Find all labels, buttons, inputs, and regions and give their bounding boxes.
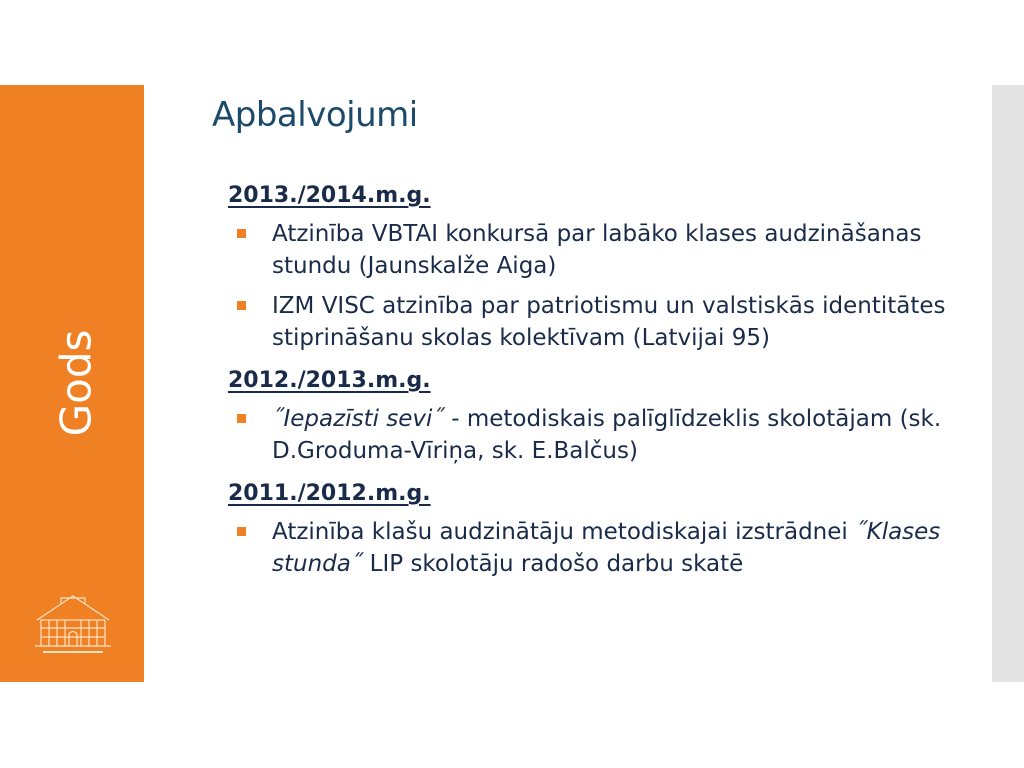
item-text: LIP skolotāju radošo darbu skatē (362, 551, 744, 577)
slide-content (228, 179, 968, 590)
square-bullet-icon (237, 301, 246, 310)
award-list (228, 218, 968, 354)
item-prefix: Atzinība klašu audzinātāju metodiskajai izstrādnei (272, 519, 856, 545)
list-item (228, 290, 968, 354)
award-list (228, 403, 968, 467)
item-title-italic: ˝Klases stunda˝ (272, 519, 941, 577)
square-bullet-icon (237, 527, 246, 536)
item-text: Atzinība VBTAI konkursā par labāko klases audzināšanas stundu (Jaunskalže Aiga) (272, 221, 922, 279)
list-item (228, 516, 968, 580)
square-bullet-icon (237, 229, 246, 238)
school-building-logo (33, 590, 113, 658)
award-list (228, 516, 968, 580)
item-text: - metodiskais palīglīdzeklis skolotājam (sk. D.Groduma-Vīriņa, sk. E.Balčus) (272, 406, 942, 464)
year-heading: 2011./2012.m.g. (228, 481, 431, 506)
item-title-italic: ˝Iepazīsti sevi˝ (272, 406, 444, 432)
sidebar-label: Gods (51, 329, 101, 437)
list-item (228, 403, 968, 467)
square-bullet-icon (237, 414, 246, 423)
list-item (228, 218, 968, 282)
right-accent-band (992, 85, 1024, 682)
year-heading: 2012./2013.m.g. (228, 368, 431, 393)
year-heading: 2013./2014.m.g. (228, 183, 431, 208)
slide-title: Apbalvojumi (212, 95, 418, 135)
item-text: IZM VISC atzinība par patriotismu un valstiskās identitātes stiprināšanu skolas kolektīvam (Latvijai 95) (272, 293, 946, 351)
